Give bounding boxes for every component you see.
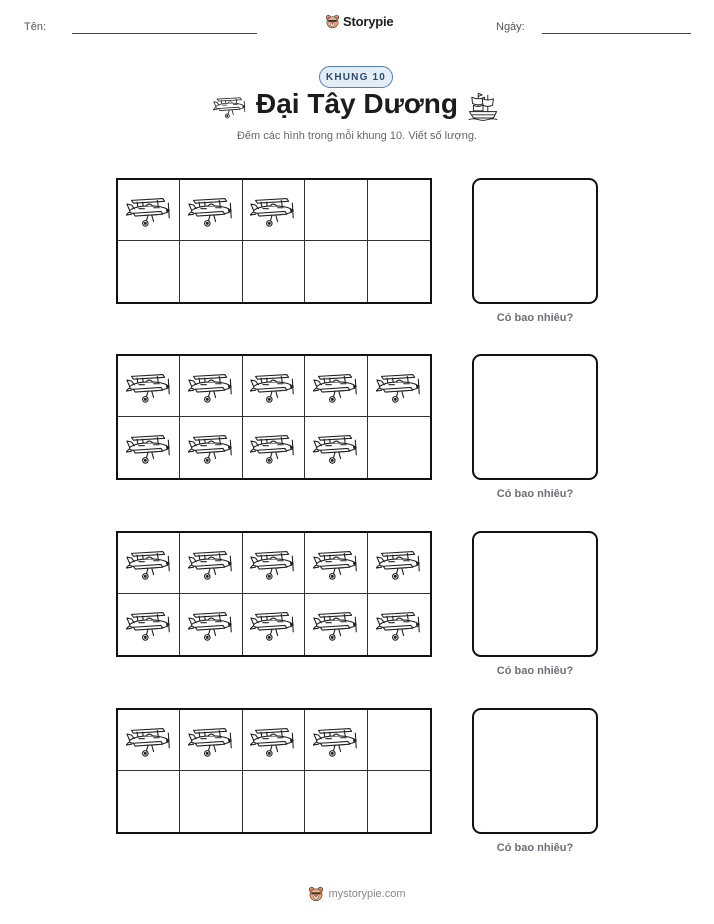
- ten-frame-cell: [305, 356, 367, 417]
- ten-frame-cell: [180, 241, 242, 302]
- ten-frame-cell: [368, 241, 430, 302]
- ten-frame-cell: [118, 356, 180, 417]
- biplane-icon: [250, 722, 296, 759]
- bear-logo-icon: [325, 14, 340, 29]
- biplane-icon: [250, 368, 296, 405]
- count-prompt: Có bao nhiêu?: [496, 665, 574, 677]
- page-title: Đại Tây Dương: [256, 88, 458, 119]
- name-label: Tên:: [24, 21, 47, 33]
- ten-frame-cell: [180, 356, 242, 417]
- ten-frame-cell: [118, 594, 180, 655]
- biplane-icon: [376, 545, 422, 582]
- ten-frame-cell: [118, 241, 180, 302]
- biplane-icon: [188, 192, 234, 229]
- brand: [325, 14, 393, 29]
- biplane-icon: [188, 722, 234, 759]
- ten-frame-cell: [118, 180, 180, 241]
- worksheet-badge: KHUNG 10: [319, 66, 393, 88]
- footer: [0, 886, 714, 902]
- ten-frame-cell: [180, 180, 242, 241]
- answer-box[interactable]: [472, 708, 598, 834]
- ten-frame-cell: [243, 771, 305, 832]
- name-line[interactable]: [72, 33, 257, 34]
- sailing-ship-icon: [467, 90, 499, 122]
- biplane-icon: [126, 429, 172, 466]
- biplane-icon: [126, 606, 172, 643]
- biplane-icon: [188, 606, 234, 643]
- biplane-icon: [313, 545, 359, 582]
- ten-frame-cell: [243, 356, 305, 417]
- biplane-icon: [126, 722, 172, 759]
- ten-frame-cell: [305, 180, 367, 241]
- instructions: Đếm các hình trong mỗi khung 10. Viết số lượng.: [236, 130, 477, 142]
- biplane-icon: [126, 368, 172, 405]
- ten-frame-cell: [118, 533, 180, 594]
- ten-frame-cell: [368, 771, 430, 832]
- ten-frame-cell: [243, 180, 305, 241]
- biplane-icon: [250, 429, 296, 466]
- bear-logo-icon: [308, 886, 324, 902]
- biplane-icon: [313, 722, 359, 759]
- ten-frame-cell: [243, 241, 305, 302]
- ten-frame-cell: [118, 417, 180, 478]
- ten-frame-cell: [368, 710, 430, 771]
- biplane-icon: [126, 545, 172, 582]
- footer-url: mystorypie.com: [328, 888, 406, 900]
- biplane-icon: [376, 606, 422, 643]
- ten-frame-cell: [368, 533, 430, 594]
- ten-frame-cell: [180, 533, 242, 594]
- date-line[interactable]: [542, 33, 691, 34]
- count-prompt: Có bao nhiêu?: [496, 842, 574, 854]
- ten-frame-cell: [368, 417, 430, 478]
- ten-frame-cell: [118, 771, 180, 832]
- ten-frame: [116, 708, 432, 834]
- ten-frame-cell: [243, 710, 305, 771]
- answer-box[interactable]: [472, 531, 598, 657]
- biplane-icon: [188, 545, 234, 582]
- ten-frame-cell: [305, 771, 367, 832]
- ten-frame: [116, 178, 432, 304]
- biplane-icon: [188, 368, 234, 405]
- biplane-icon: [313, 368, 359, 405]
- ten-frame-cell: [180, 771, 242, 832]
- brand-name: Storypie: [343, 14, 394, 29]
- ten-frame-cell: [368, 180, 430, 241]
- ten-frame-cell: [368, 594, 430, 655]
- ten-frame-cell: [368, 356, 430, 417]
- biplane-icon: [313, 429, 359, 466]
- count-prompt: Có bao nhiêu?: [496, 312, 574, 324]
- answer-box[interactable]: [472, 354, 598, 480]
- biplane-icon: [188, 429, 234, 466]
- ten-frame-cell: [305, 594, 367, 655]
- ten-frame-cell: [305, 417, 367, 478]
- biplane-icon: [313, 606, 359, 643]
- ten-frame-cell: [305, 710, 367, 771]
- ten-frame-cell: [180, 417, 242, 478]
- answer-box[interactable]: [472, 178, 598, 304]
- ten-frame: [116, 531, 432, 657]
- biplane-icon: [250, 606, 296, 643]
- biplane-icon: [250, 192, 296, 229]
- ten-frame-cell: [180, 594, 242, 655]
- biplane-icon: [126, 192, 172, 229]
- count-prompt: Có bao nhiêu?: [496, 488, 574, 500]
- ten-frame-cell: [305, 241, 367, 302]
- ten-frame-cell: [118, 710, 180, 771]
- ten-frame-cell: [243, 533, 305, 594]
- ten-frame-cell: [180, 710, 242, 771]
- ten-frame-cell: [305, 533, 367, 594]
- biplane-icon: [250, 545, 296, 582]
- date-label: Ngày:: [496, 21, 525, 33]
- ten-frame-cell: [243, 594, 305, 655]
- ten-frame: [116, 354, 432, 480]
- biplane-icon: [376, 368, 422, 405]
- ten-frame-cell: [243, 417, 305, 478]
